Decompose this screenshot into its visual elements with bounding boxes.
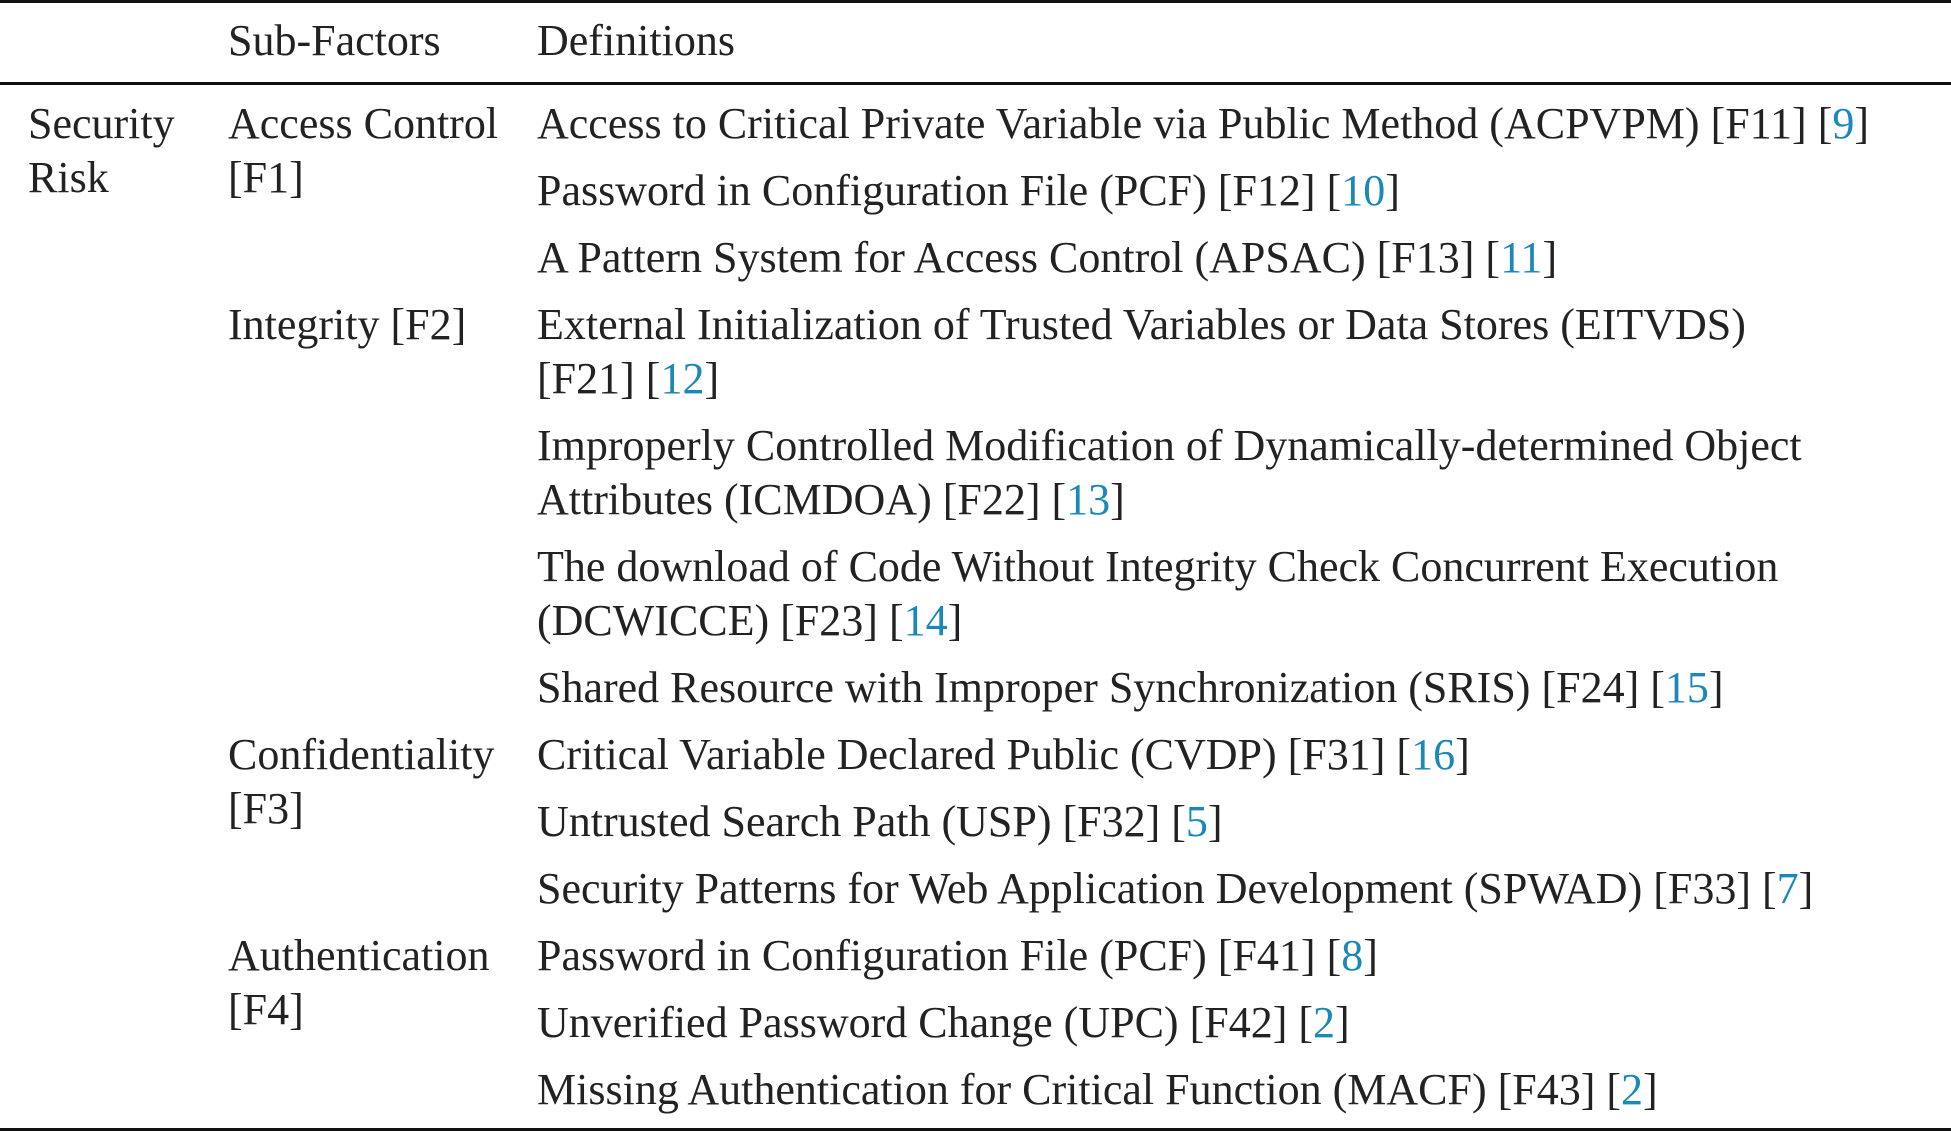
definition-f11 — [537, 97, 1869, 151]
definition-text: Password in Configuration File (PCF) [F41] [ — [537, 931, 1342, 980]
citation-link[interactable]: 16 — [1411, 730, 1456, 779]
definition-bracket: ] — [1110, 475, 1125, 524]
definition-text: Security Patterns for Web Application Development (SPWAD) [F33] [ — [537, 864, 1777, 913]
citation-link[interactable]: 11 — [1500, 233, 1543, 282]
definition-bracket: ] — [947, 596, 963, 645]
definition-f22-line2 — [537, 473, 1125, 527]
citation-link[interactable]: 2 — [1621, 1065, 1644, 1114]
subfactor-confidentiality-line2: [F3] — [228, 784, 304, 833]
definition-bracket: ] — [1335, 998, 1350, 1047]
definition-f23-line1: The download of Code Without Integrity Check Concurrent Execution — [537, 542, 1779, 591]
definition-f42 — [537, 996, 1350, 1050]
definition-bracket: ] — [1854, 99, 1870, 148]
definition-f33 — [537, 862, 1813, 916]
citation-link[interactable]: 2 — [1313, 998, 1335, 1047]
citation-link[interactable]: 10 — [1341, 166, 1386, 215]
definition-f43 — [537, 1063, 1658, 1117]
definition-f31 — [537, 728, 1470, 782]
citation-link[interactable]: 15 — [1664, 663, 1709, 712]
definition-bracket: ] — [1643, 1065, 1658, 1114]
citation-link[interactable]: 14 — [903, 596, 948, 645]
citation-link[interactable]: 8 — [1341, 931, 1364, 980]
definition-text: Password in Configuration File (PCF) [F12] [ — [537, 166, 1342, 215]
definition-text: (DCWICCE) [F23] [ — [537, 596, 904, 645]
subfactor-confidentiality-line1: Confidentiality — [228, 730, 495, 779]
subfactor-access-control-line2: [F1] — [228, 153, 304, 202]
citation-link[interactable]: 5 — [1185, 797, 1208, 846]
definition-f23-line2 — [537, 594, 962, 648]
definition-text: Missing Authentication for Critical Function (MACF) [F43] [ — [537, 1065, 1622, 1114]
citation-link[interactable]: 13 — [1066, 475, 1111, 524]
definition-text: Access to Critical Private Variable via Public Method (ACPVPM) [F11] [ — [537, 99, 1833, 148]
subfactor-authentication-line1: Authentication — [228, 931, 490, 980]
definition-f21-line1: External Initialization of Trusted Variables or Data Stores (EITVDS) — [537, 300, 1746, 349]
citation-link[interactable]: 9 — [1832, 99, 1855, 148]
definition-f32 — [537, 795, 1223, 849]
definition-text: Unverified Password Change (UPC) [F42] [ — [537, 998, 1313, 1047]
citation-link[interactable]: 7 — [1776, 864, 1799, 913]
factor-cell-line2: Risk — [28, 153, 109, 202]
column-header-definitions: Definitions — [537, 16, 735, 65]
subfactor-access-control-line1: Access Control — [228, 99, 499, 148]
definition-bracket: ] — [1385, 166, 1400, 215]
definition-text: Shared Resource with Improper Synchronization (SRIS) [F24] [ — [537, 663, 1665, 712]
definition-text: A Pattern System for Access Control (APSAC) [F13] [ — [537, 233, 1501, 282]
subfactor-integrity: Integrity [F2] — [228, 300, 467, 349]
definition-f13 — [537, 231, 1557, 285]
definition-bracket: ] — [1207, 797, 1223, 846]
citation-link[interactable]: 12 — [660, 354, 705, 403]
definition-bracket: ] — [1542, 233, 1558, 282]
definition-f12 — [537, 164, 1400, 218]
definition-text: [F21] [ — [537, 354, 661, 403]
definition-bracket: ] — [1363, 931, 1378, 980]
definition-f22-line1: Improperly Controlled Modification of Dynamically-determined Object — [537, 421, 1802, 470]
table-header-rule — [0, 82, 1951, 85]
definition-bracket: ] — [1708, 663, 1724, 712]
definition-f24 — [537, 661, 1724, 715]
definition-text: Untrusted Search Path (USP) [F32] [ — [537, 797, 1186, 846]
definition-f21-line2 — [537, 352, 719, 406]
definition-bracket: ] — [1798, 864, 1814, 913]
definition-text: Critical Variable Declared Public (CVDP) [F31] [ — [537, 730, 1412, 779]
definition-bracket: ] — [1455, 730, 1470, 779]
table-top-rule — [0, 0, 1951, 3]
definition-f41 — [537, 929, 1378, 983]
definition-bracket: ] — [704, 354, 720, 403]
column-header-subfactors: Sub-Factors — [228, 16, 441, 65]
definition-text: Attributes (ICMDOA) [F22] [ — [537, 475, 1067, 524]
subfactor-authentication-line2: [F4] — [228, 985, 304, 1034]
table-bottom-rule — [0, 1128, 1951, 1131]
factor-cell-line1: Security — [28, 99, 175, 148]
